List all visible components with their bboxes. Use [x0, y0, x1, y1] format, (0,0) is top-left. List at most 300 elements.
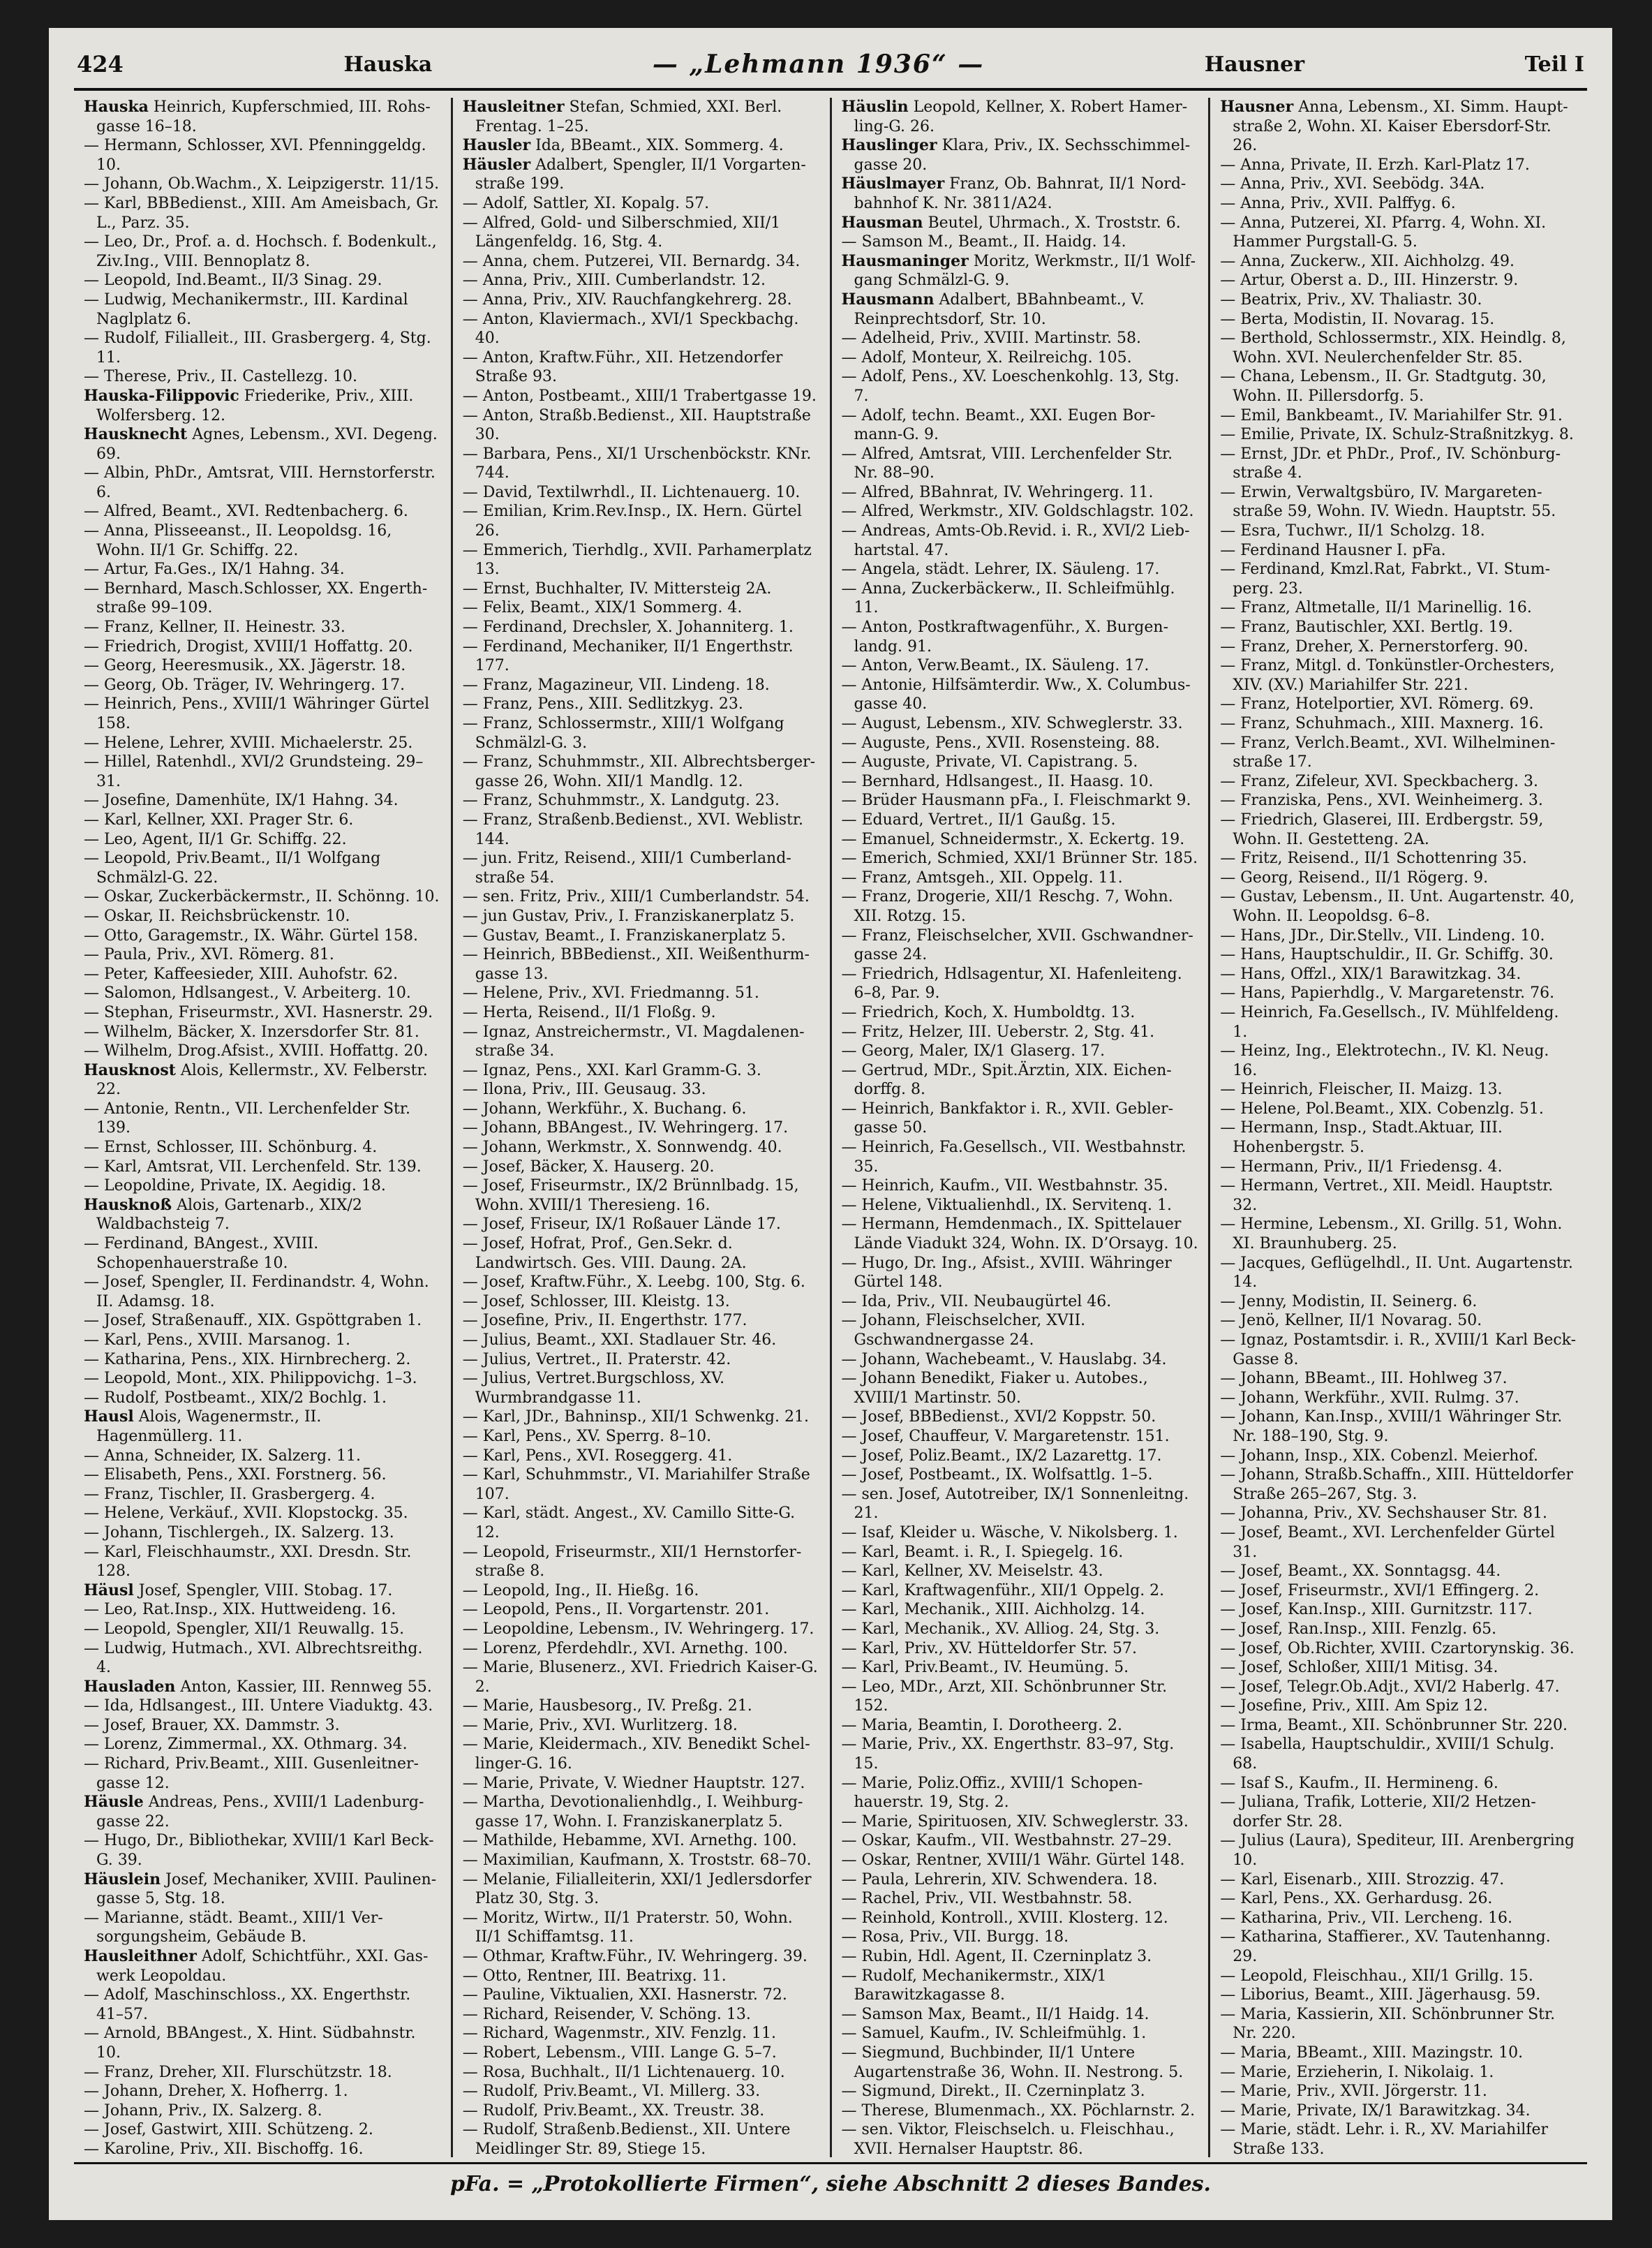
- entry-text: — Franz, Schlossermstr., XIII/1 Wolfgang Schmälzl-G. 3.: [462, 715, 784, 752]
- entry-text: — Ignaz, Postamtsdir. i. R., XVIII/1 Karl Beck-Gasse 8.: [1220, 1331, 1577, 1368]
- entry-surname: Hausl: [84, 1407, 134, 1426]
- directory-entry: [463, 2024, 820, 2043]
- directory-entry: [1220, 98, 1577, 156]
- directory-entry: [1220, 849, 1577, 868]
- entry-surname: Hauslinger: [841, 136, 937, 155]
- directory-entry: [1220, 1716, 1577, 1736]
- entry-text: — Karl, Fleischhaumstr., XXI. Dresdn. Str. 128.: [84, 1543, 412, 1581]
- entry-text: — Fritz, Reisend., II/1 Schottenring 35.: [1220, 850, 1527, 868]
- entry-text: — Hugo, Dr. Ing., Afsist., XVIII. Währinger Gürtel 148.: [841, 1254, 1172, 1292]
- entry-text: — Anna, Zuckerbäckerw., II. Schleifmühlg. 11.: [841, 579, 1175, 617]
- entry-text: — Johann, Werkführ., XVII. Rulmg. 37.: [1220, 1389, 1519, 1407]
- directory-entry: [1220, 598, 1577, 618]
- directory-entry: [842, 753, 1199, 772]
- entry-text: — Auguste, Pens., XVII. Rosensteing. 88.: [841, 734, 1160, 752]
- entry-text: — Leo, Dr., Prof. a. d. Hochsch. f. Bodenkult., Ziv.Ing., VIII. Bennoplatz 8.: [84, 233, 437, 270]
- entry-text: — Ferdinand, BAngest., XVIII. Schopenhauerstraße 10.: [84, 1235, 319, 1272]
- directory-entry: [463, 1986, 820, 2005]
- directory-entry: [842, 811, 1199, 830]
- entry-text: — Isaf, Kleider u. Wäsche, V. Nikolsberg. 1.: [841, 1523, 1178, 1541]
- entry-text: — Heinrich, Pens., XVIII/1 Währinger Gürtel 158.: [84, 695, 430, 732]
- directory-entry: [463, 811, 820, 849]
- directory-entry: [84, 1485, 441, 1504]
- directory-entry: [1220, 887, 1577, 926]
- directory-entry: [463, 194, 820, 214]
- entry-text: — Berthold, Schlossermstr., XIX. Heindlg. 8, Wohn. XVI. Neulerchenfelder Str. 85.: [1220, 330, 1566, 367]
- entry-text: — Samson M., Beamt., II. Haidg. 14.: [841, 233, 1126, 251]
- directory-entry: [842, 1042, 1199, 1061]
- directory-entry: [842, 1639, 1199, 1659]
- directory-entry: [463, 695, 820, 714]
- directory-entry: [842, 1562, 1199, 1581]
- entry-text: — Friedrich, Koch, X. Humboldtg. 13.: [841, 1003, 1136, 1021]
- entry-text: — David, Textilwrhdl., II. Lichtenauerg. 10.: [462, 483, 801, 501]
- directory-entry: [842, 676, 1199, 714]
- entry-text: Ida, BBeamt., XIX. Sommerg. 4.: [535, 137, 784, 155]
- entry-surname: Hausmaninger: [841, 251, 969, 270]
- entry-text: — Mathilde, Hebamme, XVI. Arnethg. 100.: [462, 1832, 797, 1850]
- entry-text: — Anna, Schneider, IX. Salzerg. 11.: [84, 1447, 362, 1465]
- directory-entry: [1220, 1889, 1577, 1909]
- entry-text: — Georg, Ob. Träger, IV. Wehringerg. 17.: [84, 676, 405, 694]
- entry-text: — Anna, Plisseeanst., II. Leopoldsg. 16, Wohn. II/1 Gr. Schiffg. 22.: [84, 522, 392, 559]
- entry-text: Josef, Spengler, VIII. Stobag. 17.: [138, 1581, 393, 1599]
- directory-entry: [463, 984, 820, 1003]
- entry-surname: Häusler: [462, 155, 531, 174]
- column-2: [451, 98, 830, 2157]
- directory-entry: [463, 1851, 820, 1870]
- directory-entry: [84, 136, 441, 175]
- directory-entry: [842, 1003, 1199, 1023]
- directory-entry: [842, 483, 1199, 503]
- directory-entry: [84, 1389, 441, 1408]
- directory-entry: [842, 232, 1199, 252]
- entry-text: — Leopold, Friseurmstr., XII/1 Hernstorferstraße 8.: [462, 1543, 802, 1581]
- directory-entry: [463, 907, 820, 926]
- directory-entry: [84, 1465, 441, 1485]
- directory-entry: [84, 329, 441, 367]
- entry-text: — Julius, Vertret.Burgschloss, XV. Wurmbrandgasse 11.: [462, 1370, 725, 1407]
- directory-entry: [84, 830, 441, 850]
- entry-text: — Anton, Postbeamt., XIII/1 Trabertgasse 19.: [462, 387, 817, 405]
- entry-text: — Brüder Hausmann pFa., I. Fleischmarkt 9.: [841, 792, 1191, 810]
- directory-entry: [463, 98, 820, 136]
- entry-text: — Karoline, Priv., XII. Bischoffg. 16.: [84, 2140, 364, 2157]
- directory-entry: [842, 1254, 1199, 1292]
- entry-text: — Josef, Chauffeur, V. Margaretenstr. 151.: [841, 1427, 1170, 1445]
- entry-text: — Karl, Pens., XVIII. Marsanog. 1.: [84, 1331, 351, 1349]
- entry-text: — Ignaz, Anstreichermstr., VI. Magdalenenstraße 34.: [462, 1023, 805, 1060]
- directory-entry: [842, 502, 1199, 522]
- directory-entry: [84, 367, 441, 387]
- directory-entry: [1220, 271, 1577, 290]
- entry-text: — Jenny, Modistin, II. Seinerg. 6.: [1220, 1292, 1478, 1310]
- directory-entry: [842, 887, 1199, 926]
- entry-text: — Josef, Postbeamt., IX. Wolfsattlg. 1–5.: [841, 1466, 1153, 1484]
- directory-entry: [842, 1600, 1199, 1620]
- directory-entry: [842, 1581, 1199, 1601]
- directory-entry: [1220, 1831, 1577, 1870]
- directory-entry: [84, 1100, 441, 1138]
- directory-entry: [84, 1696, 441, 1716]
- entry-text: — Franz, Dreher, XII. Flurschützstr. 18.: [84, 2063, 392, 2081]
- entry-text: — Franz, Magazineur, VII. Lindeng. 18.: [462, 676, 770, 694]
- directory-entry: [84, 560, 441, 579]
- directory-entry: [1220, 1581, 1577, 1601]
- directory-entry: [842, 522, 1199, 560]
- entry-text: — Franz, Bautischler, XXI. Bertlg. 19.: [1220, 619, 1513, 637]
- entry-text: — Adolf, Maschinschloss., XX. Engerthstr. 41–57.: [84, 1986, 411, 2023]
- directory-entry: [84, 425, 441, 464]
- entry-text: — Ernst, Schlosser, III. Schönburg. 4.: [84, 1139, 378, 1157]
- directory-entry: [1220, 310, 1577, 330]
- directory-entry: [842, 1909, 1199, 1928]
- directory-entry: [1220, 252, 1577, 272]
- directory-entry: [1220, 194, 1577, 214]
- entry-text: — Wilhelm, Drog.Afsist., XVIII. Hoffattg. 20.: [84, 1042, 429, 1060]
- directory-entry: [84, 194, 441, 232]
- directory-entry: [463, 1080, 820, 1100]
- entry-text: — Anna, Priv., XVI. Seebödg. 34A.: [1220, 175, 1485, 193]
- directory-entry: [842, 734, 1199, 753]
- entry-text: — Helene, Pol.Beamt., XIX. Cobenzlg. 51.: [1220, 1100, 1544, 1118]
- entry-text: — Johann, Kan.Insp., XVIII/1 Währinger Str. Nr. 188–190, Stg. 9.: [1220, 1408, 1563, 1445]
- directory-entry: [84, 1754, 441, 1793]
- entry-text: — Ferdinand, Mechaniker, II/1 Engerthstr. 177.: [462, 637, 794, 675]
- entry-text: — Lorenz, Pferdehdlr., XVI. Arnethg. 100.: [462, 1639, 788, 1657]
- directory-entry: [463, 290, 820, 310]
- directory-entry: [84, 1504, 441, 1523]
- directory-entry: [1220, 1215, 1577, 1253]
- entry-text: — Karl, BBBedienst., XIII. Am Ameisbach, Gr. L., Parz. 35.: [84, 194, 439, 232]
- directory-entry: [84, 1447, 441, 1466]
- entry-text: — Johann, Tischlergeh., IX. Salzerg. 13.: [84, 1523, 394, 1541]
- directory-entry: [84, 2024, 441, 2062]
- directory-entry: [463, 2101, 820, 2121]
- directory-entry: [842, 1465, 1199, 1485]
- entry-text: Friederike, Priv., XIII. Wolfersberg. 12.: [96, 387, 414, 424]
- entry-text: — Franz, Straßenb.Bedienst., XVI. Weblistr. 144.: [462, 811, 803, 848]
- entry-text: — Anton, Verw.Beamt., IX. Säuleng. 17.: [841, 657, 1149, 675]
- directory-entry: [84, 1273, 441, 1311]
- entry-text: — Franz, Verlch.Beamt., XVI. Wilhelminenstraße 17.: [1220, 734, 1556, 771]
- entry-text: — Rudolf, Postbeamt., XIX/2 Bochlg. 1.: [84, 1389, 387, 1407]
- directory-entry: [842, 1543, 1199, 1562]
- directory-entry: [84, 2120, 441, 2140]
- entry-text: — Franz, Kellner, II. Heinestr. 33.: [84, 619, 345, 637]
- entry-text: — Johann, BBAngest., IV. Wehringerg. 17.: [462, 1119, 789, 1137]
- directory-entry: [84, 1003, 441, 1023]
- directory-entry: [1220, 1928, 1577, 1966]
- directory-entry: [1220, 1562, 1577, 1581]
- entry-text: — Marie, Priv., XVI. Wurlitzerg. 18.: [462, 1716, 738, 1734]
- entry-text: — Karl, Kellner, XV. Meiselstr. 43.: [841, 1562, 1103, 1581]
- entry-text: — Franziska, Pens., XVI. Weinheimerg. 3.: [1220, 792, 1543, 810]
- directory-entry: [84, 1061, 441, 1100]
- directory-entry: [842, 2120, 1199, 2157]
- entry-text: — Josef, Ran.Insp., XIII. Fenzlg. 65.: [1220, 1620, 1497, 1638]
- entry-text: — Bernhard, Hdlsangest., II. Haasg. 10.: [841, 772, 1154, 790]
- entry-surname: Hausner: [1220, 98, 1294, 116]
- entry-text: — Johann, Fleischselcher, XVII. Gschwandnergasse 24.: [841, 1312, 1086, 1349]
- directory-entry: [84, 1311, 441, 1331]
- directory-entry: [842, 868, 1199, 888]
- directory-entry: [842, 1620, 1199, 1639]
- directory-entry: [463, 1947, 820, 1967]
- entry-text: — Marie, Priv., XVII. Jörgerstr. 11.: [1220, 2083, 1487, 2101]
- entry-text: — Otto, Garagemstr., IX. Währ. Gürtel 158.: [84, 926, 418, 945]
- directory-entry: [842, 329, 1199, 348]
- entry-text: — Maria, Beamtin, I. Dorotheerg. 2.: [841, 1716, 1122, 1734]
- entry-text: — Karl, Schuhmmstr., VI. Mariahilfer Straße 107.: [462, 1466, 810, 1503]
- entry-text: — Ignaz, Pens., XXI. Karl Gramm-G. 3.: [462, 1061, 761, 1079]
- directory-entry: [463, 1138, 820, 1158]
- entry-text: — Emerich, Schmied, XXI/1 Brünner Str. 185.: [841, 850, 1198, 868]
- directory-entry: [1220, 1600, 1577, 1620]
- directory-entry: [842, 1407, 1199, 1427]
- entry-surname: Häusl: [84, 1581, 134, 1599]
- entry-text: — Heinrich, Fleischer, II. Maizg. 13.: [1220, 1081, 1503, 1099]
- directory-entry: [1220, 714, 1577, 734]
- directory-entry: [463, 2063, 820, 2083]
- entry-text: Alois, Kellermstr., XV. Felberstr. 22.: [96, 1061, 428, 1099]
- directory-entry: [1220, 1003, 1577, 1042]
- entry-text: — Erwin, Verwaltgsbüro, IV. Margaretenstraße 59, Wohn. IV. Wiedn. Hauptstr. 55.: [1220, 483, 1556, 521]
- entry-text: — Angela, städt. Lehrer, IX. Säuleng. 17.: [841, 561, 1160, 579]
- entry-surname: Hausler: [462, 136, 531, 155]
- directory-entry: [842, 406, 1199, 445]
- directory-entry: [842, 1774, 1199, 1812]
- directory-entry: [463, 502, 820, 540]
- directory-entry: [84, 1947, 441, 1986]
- directory-entry: [842, 1889, 1199, 1909]
- entry-text: — Franz, Hotelportier, XVI. Römerg. 69.: [1220, 695, 1534, 713]
- directory-entry: [1220, 926, 1577, 946]
- directory-entry: [842, 175, 1199, 213]
- entry-text: — Stephan, Friseurmstr., XVI. Hasnerstr. 29.: [84, 1003, 433, 1021]
- directory-entry: [1220, 965, 1577, 984]
- entry-text: — Rudolf, Straßenb.Bedienst., XII. Untere Meidlinger Str. 89, Stiege 15.: [462, 2121, 791, 2157]
- entry-text: — Chana, Lebensm., II. Gr. Stadtgutg. 30, Wohn. II. Pillersdorfg. 5.: [1220, 368, 1547, 405]
- directory-entry: [1220, 1909, 1577, 1928]
- directory-entry: [842, 926, 1199, 965]
- entry-text: — Hans, Offzl., XIX/1 Barawitzkag. 34.: [1220, 965, 1521, 983]
- directory-entry: [842, 348, 1199, 368]
- directory-entry: [84, 791, 441, 811]
- entry-text: — Karl, Eisenarb., XIII. Strozzig. 47.: [1220, 1870, 1505, 1888]
- entry-text: — Franz, Zifeleur, XVI. Speckbacherg. 3.: [1220, 772, 1539, 790]
- directory-entry: [463, 579, 820, 599]
- entry-text: — Georg, Heeresmusik., XX. Jägerstr. 18.: [84, 657, 406, 675]
- directory-entry: [463, 1350, 820, 1370]
- directory-entry: [463, 2082, 820, 2101]
- entry-text: — Josef, Poliz.Beamt., IX/2 Lazarettg. 17.: [841, 1447, 1162, 1465]
- entry-text: — Johann, Werkführ., X. Buchang. 6.: [462, 1100, 747, 1118]
- entry-text: — Johann, Priv., IX. Salzerg. 8.: [84, 2101, 322, 2120]
- entry-text: — Therese, Blumenmach., XX. Pöchlarnstr. 2.: [841, 2101, 1196, 2120]
- entry-text: — Heinz, Ing., Elektrotechn., IV. Kl. Neug. 16.: [1220, 1042, 1549, 1079]
- entry-text: — Emil, Bankbeamt., IV. Mariahilfer Str. 91.: [1220, 406, 1563, 424]
- directory-entry: [463, 1716, 820, 1736]
- entry-text: — Franz, Schuhmmstr., X. Landgutg. 23.: [462, 792, 780, 810]
- entry-text: — Rudolf, Priv.Beamt., XX. Treustr. 38.: [462, 2101, 765, 2120]
- entry-text: — Richard, Priv.Beamt., XIII. Gusenleitnergasse 12.: [84, 1755, 419, 1792]
- directory-entry: [463, 1331, 820, 1350]
- directory-entry: [842, 1311, 1199, 1349]
- entry-surname: Hausknost: [84, 1060, 176, 1079]
- directory-entry: [1220, 734, 1577, 772]
- directory-entry: [84, 232, 441, 271]
- entry-text: — Ludwig, Mechanikermstr., III. Kardinal Naglplatz 6.: [84, 290, 408, 328]
- entry-text: — Hermann, Vertret., XII. Meidl. Hauptstr. 32.: [1220, 1177, 1554, 1214]
- directory-entry: [84, 271, 441, 290]
- directory-entry: [463, 849, 820, 887]
- entry-text: — Artur, Oberst a. D., III. Hinzerstr. 9.: [1220, 272, 1519, 290]
- directory-entry: [463, 348, 820, 387]
- entry-text: — Paula, Lehrerin, XIV. Schwendera. 18.: [841, 1870, 1158, 1888]
- entry-surname: Hausman: [841, 213, 923, 232]
- directory-entry: [463, 1967, 820, 1986]
- entry-text: — Heinrich, BBBedienst., XII. Weißenthurmgasse 13.: [462, 946, 810, 983]
- directory-entry: [1220, 445, 1577, 483]
- entry-text: — Helene, Verkäuf., XVII. Klopstockg. 35.: [84, 1504, 408, 1523]
- directory-entry: [1220, 1118, 1577, 1157]
- entry-text: — Ida, Priv., VII. Neubaugürtel 46.: [841, 1292, 1112, 1310]
- part-label: Teil I: [1524, 52, 1584, 77]
- directory-entry: [1220, 1407, 1577, 1446]
- directory-entry: [842, 1658, 1199, 1678]
- entry-text: — Beatrix, Priv., XV. Thaliastr. 30.: [1220, 290, 1482, 309]
- directory-entry: [84, 1678, 441, 1697]
- directory-entry: [84, 579, 441, 618]
- directory-entry: [463, 1620, 820, 1639]
- entry-text: — Ferdinand Hausner I. pFa.: [1220, 541, 1446, 559]
- directory-entry: [84, 1793, 441, 1831]
- directory-entry: [84, 1735, 441, 1754]
- entry-text: — Antonie, Rentn., VII. Lerchenfelder Str. 139.: [84, 1100, 410, 1137]
- entry-text: — Anna, Priv., XIV. Rauchfangkehrerg. 28.: [462, 290, 792, 309]
- entry-text: — Franz, Schuhmach., XIII. Maxnerg. 16.: [1220, 715, 1544, 732]
- directory-entry: [842, 1967, 1199, 2005]
- directory-entry: [84, 1523, 441, 1543]
- directory-entry: [84, 637, 441, 657]
- directory-entry: [463, 791, 820, 811]
- directory-entry: [463, 1639, 820, 1659]
- directory-entry: [842, 1023, 1199, 1042]
- entry-text: — Isabella, Hauptschuldir., XVIII/1 Schulg. 68.: [1220, 1736, 1555, 1773]
- entry-text: — Barbara, Pens., XI/1 Urschenböckstr. KNr. 744.: [462, 445, 812, 482]
- directory-entry: [463, 2120, 820, 2157]
- entry-text: — Salomon, Hdlsangest., V. Arbeiterg. 10.: [84, 984, 411, 1003]
- directory-entry: [842, 1716, 1199, 1736]
- entry-text: — Josefine, Priv., II. Engerthstr. 177.: [462, 1312, 747, 1330]
- directory-entry: [842, 965, 1199, 1003]
- directory-entry: [463, 1234, 820, 1273]
- left-heading: Hauska: [343, 52, 433, 77]
- directory-entry: [84, 1620, 441, 1639]
- directory-entry: [1220, 791, 1577, 811]
- directory-entry: [463, 1909, 820, 1947]
- entry-text: — Emmerich, Tierhdlg., XVII. Parhamerplatz 13.: [462, 541, 812, 579]
- entry-text: — Johann, Insp., XIX. Cobenzl. Meierhof.: [1220, 1447, 1538, 1465]
- directory-entry: [84, 965, 441, 984]
- directory-entry: [84, 984, 441, 1003]
- entry-text: — Josef, Kraftw.Führ., X. Leebg. 100, Stg. 6.: [462, 1273, 805, 1292]
- entry-text: — Josef, Schlosser, III. Kleistg. 13.: [462, 1292, 730, 1310]
- directory-entry: [842, 1292, 1199, 1312]
- entry-text: — Franz, Drogerie, XII/1 Reschg. 7, Wohn. XII. Rotzg. 15.: [841, 888, 1173, 925]
- directory-entry: [1220, 522, 1577, 541]
- entry-text: — Marie, Erzieherin, I. Nikolaig. 1.: [1220, 2063, 1494, 2081]
- entry-text: — Auguste, Private, VI. Capistrang. 5.: [841, 753, 1138, 771]
- entry-text: — Siegmund, Buchbinder, II/1 Untere Augartenstraße 36, Wohn. II. Nestrong. 5.: [841, 2043, 1184, 2081]
- entry-text: — Johann Benedikt, Fiaker u. Autobes., XVIII/1 Martinstr. 50.: [841, 1370, 1148, 1407]
- entry-text: — Josefine, Damenhüte, IX/1 Hahng. 34.: [84, 792, 399, 810]
- entry-text: — Leopold, Ind.Beamt., II/3 Sinag. 29.: [84, 272, 382, 290]
- directory-entry: [1220, 2082, 1577, 2101]
- directory-entry: [463, 1369, 820, 1407]
- entry-text: — Josef, Ob.Richter, XVIII. Czartorynskig. 36.: [1220, 1639, 1575, 1657]
- directory-entry: [463, 1831, 820, 1851]
- directory-entry: [1220, 1158, 1577, 1177]
- entry-text: — Adolf, Sattler, XI. Kopalg. 57.: [462, 194, 710, 212]
- directory-entry: [463, 1215, 820, 1234]
- directory-entry: [84, 387, 441, 425]
- directory-entry: [842, 656, 1199, 676]
- entry-text: — Anna, chem. Putzerei, VII. Bernardg. 34.: [462, 252, 801, 270]
- directory-entry: [842, 98, 1199, 136]
- directory-entry: [1220, 2120, 1577, 2157]
- directory-entry: [463, 1447, 820, 1466]
- directory-entry: [1220, 406, 1577, 426]
- entry-text: — Anna, Priv., XVII. Palffyg. 6.: [1220, 194, 1456, 212]
- entry-text: — Franz, Pens., XIII. Sedlitzkyg. 23.: [462, 695, 743, 713]
- directory-entry: [842, 136, 1199, 175]
- directory-entry: [463, 1061, 820, 1081]
- entry-text: Alois, Wagenermstr., II. Hagenmüllerg. 11.: [96, 1408, 322, 1445]
- entry-text: — Moritz, Wirtw., II/1 Praterstr. 50, Wohn. II/1 Schiffamtsg. 11.: [462, 1909, 793, 1946]
- directory-entry: [84, 945, 441, 965]
- directory-entry: [463, 598, 820, 618]
- entry-text: — Marianne, städt. Beamt., XIII/1 Versorgungsheim, Gebäude B.: [84, 1909, 383, 1946]
- directory-entry: [1220, 1523, 1577, 1562]
- entry-text: — Johanna, Priv., XV. Sechshauser Str. 81.: [1220, 1504, 1548, 1523]
- directory-entry: [842, 830, 1199, 850]
- entry-text: — Julius, Vertret., II. Praterstr. 42.: [462, 1350, 731, 1368]
- entry-text: — Anna, Zuckerw., XII. Aichholzg. 49.: [1220, 252, 1515, 270]
- entry-text: — Johann, Straßb.Schaffn., XIII. Hütteldorfer Straße 265–267, Stg. 3.: [1220, 1466, 1574, 1503]
- directory-entry: [463, 1118, 820, 1138]
- entry-text: — Karl, Mechanik., XV. Alliog. 24, Stg. 3.: [841, 1620, 1160, 1638]
- directory-entry: [1220, 1176, 1577, 1215]
- directory-entry: [1220, 945, 1577, 965]
- entry-text: — Irma, Beamt., XII. Schönbrunner Str. 220.: [1220, 1716, 1568, 1734]
- entry-text: — Karl, Mechanik., XIII. Aichholzg. 14.: [841, 1601, 1145, 1619]
- entry-text: — Hillel, Ratenhdl., XVI/2 Grundsteing. 29–31.: [84, 753, 424, 790]
- directory-entry: [84, 753, 441, 791]
- directory-entry: [463, 926, 820, 946]
- entry-text: — Ferdinand, Kmzl.Rat, Fabrkt., VI. Stumperg. 23.: [1220, 561, 1550, 598]
- entry-text: — Marie, Blusenerz., XVI. Friedrich Kaiser-G. 2.: [462, 1659, 818, 1696]
- column-3: [830, 98, 1209, 2157]
- entry-text: — Marie, Priv., XX. Engerthstr. 83–97, Stg. 15.: [841, 1736, 1175, 1773]
- entry-text: — Josef, Gastwirt, XIII. Schützeng. 2.: [84, 2121, 373, 2139]
- directory-entry: [84, 1543, 441, 1581]
- directory-entry: [463, 1100, 820, 1119]
- entry-text: — Heinrich, Kaufm., VII. Westbahnstr. 35.: [841, 1177, 1168, 1195]
- directory-entry: [84, 2101, 441, 2121]
- directory-entry: [84, 1042, 441, 1061]
